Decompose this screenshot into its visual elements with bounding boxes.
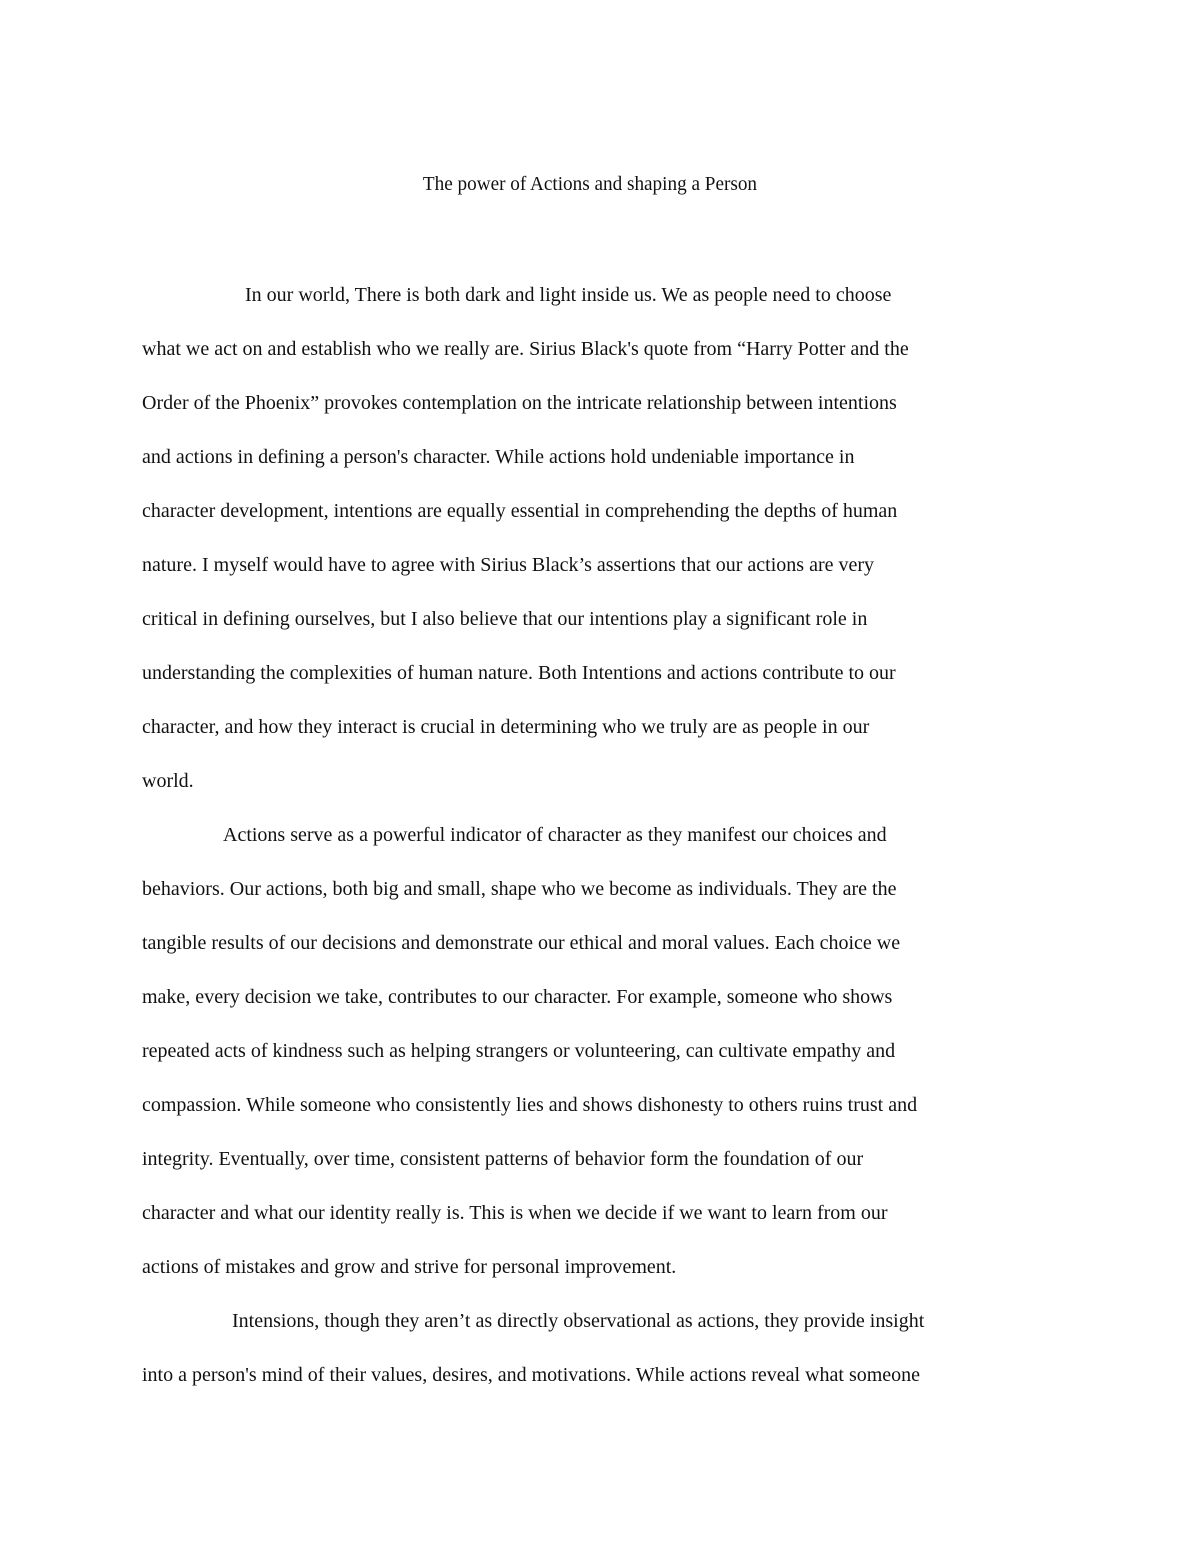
paragraph-2-line-7: integrity. Eventually, over time, consistent patterns of behavior form the foundation of our [142, 1148, 864, 1170]
paragraph-2-line-9: actions of mistakes and grow and strive for personal improvement. [142, 1256, 677, 1278]
paragraph-1-line-5: character development, intentions are equally essential in comprehending the depths of human [142, 500, 898, 522]
paragraph-2-line-6: compassion. While someone who consistently lies and shows dishonesty to others ruins trust and [142, 1094, 918, 1116]
paragraph-1-line-3: Order of the Phoenix” provokes contemplation on the intricate relationship between intentions [142, 392, 897, 414]
paragraph-1-line-1: In our world, There is both dark and light inside us. We as people need to choose [245, 284, 892, 306]
paragraph-2-line-4: make, every decision we take, contributes to our character. For example, someone who shows [142, 986, 893, 1008]
paragraph-1-line-6: nature. I myself would have to agree with Sirius Black’s assertions that our actions are very [142, 554, 875, 576]
document-title: The power of Actions and shaping a Person [422, 173, 758, 195]
paragraph-2-line-2: behaviors. Our actions, both big and small, shape who we become as individuals. They are the [142, 878, 897, 900]
paragraph-1-line-9: character, and how they interact is crucial in determining who we truly are as people in our [142, 716, 870, 738]
paragraph-1-line-8: understanding the complexities of human nature. Both Intentions and actions contribute to our [142, 662, 896, 684]
paragraph-3-line-1: Intensions, though they aren’t as directly observational as actions, they provide insight [232, 1310, 925, 1332]
paragraph-3-line-2: into a person's mind of their values, desires, and motivations. While actions reveal what someone [142, 1364, 921, 1386]
paragraph-1-line-2: what we act on and establish who we really are. Sirius Black's quote from “Harry Potter and the [142, 338, 909, 360]
paragraph-2-line-3: tangible results of our decisions and demonstrate our ethical and moral values. Each choice we [142, 932, 901, 954]
paragraph-2-line-5: repeated acts of kindness such as helping strangers or volunteering, can cultivate empathy and [142, 1040, 896, 1062]
paragraph-2-line-1: Actions serve as a powerful indicator of character as they manifest our choices and [223, 824, 887, 846]
paragraph-1-line-4: and actions in defining a person's character. While actions hold undeniable importance in [142, 446, 855, 468]
paragraph-1-line-10: world. [142, 770, 194, 792]
paragraph-2-line-8: character and what our identity really is. This is when we decide if we want to learn from our [142, 1202, 888, 1224]
paragraph-1-line-7: critical in defining ourselves, but I also believe that our intentions play a significant role in [142, 608, 868, 630]
